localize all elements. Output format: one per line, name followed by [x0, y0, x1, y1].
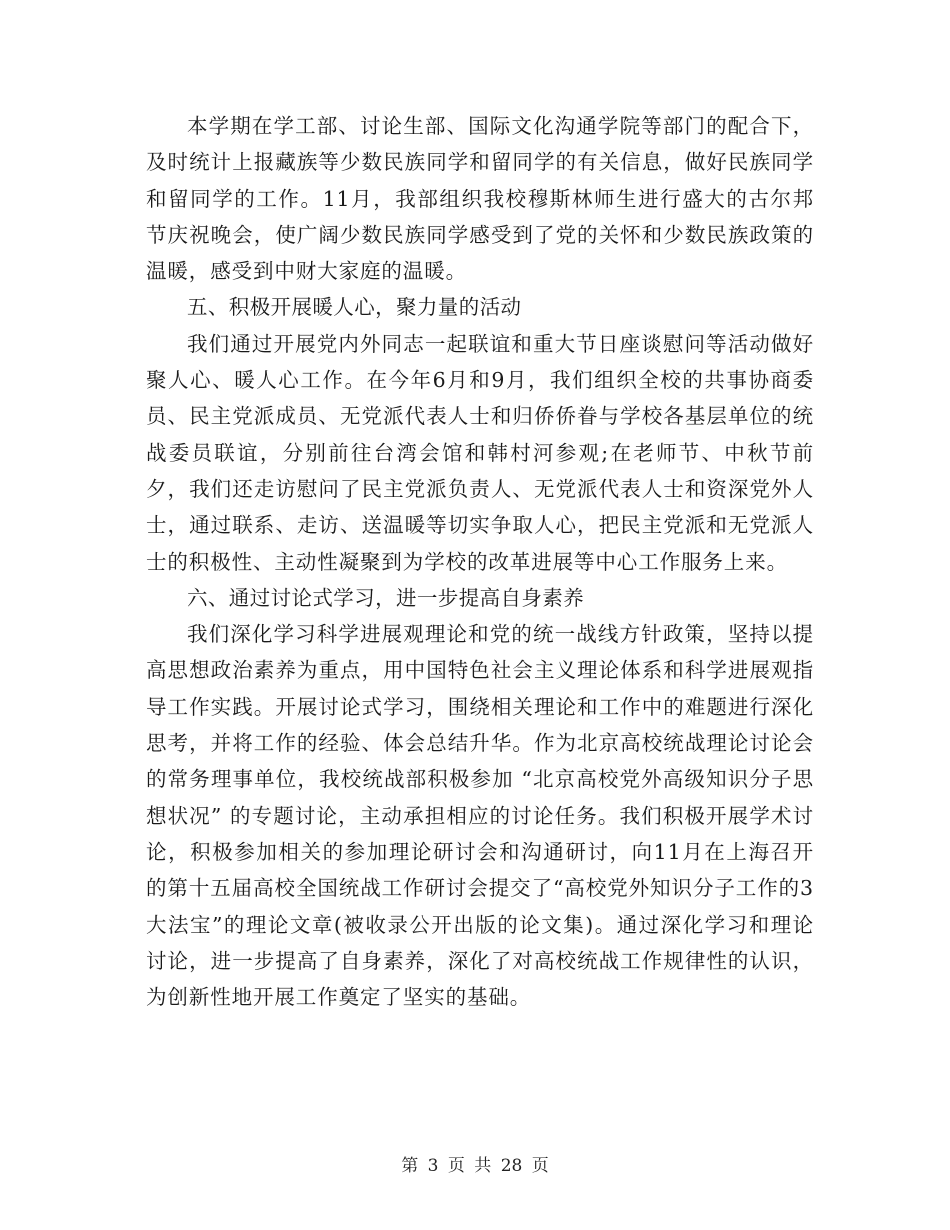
page-number-footer: 第 3 页 共 28 页 [401, 1156, 549, 1176]
document-body [146, 108, 814, 1015]
paragraph-outreach-activities: 我们通过开展党内外同志一起联谊和重大节日座谈慰问等活动做好聚人心、暖人心工作。在今年6月和9月，我们组织全校的共事协商委员、民主党派成员、无党派代表人士和归侨侨眷与学校各基层单位的统战委员联谊，分别前往台湾会馆和韩村河参观;在老师节、中秋节前夕，我们还走访慰问了民主党派负责人、无党派代表人士和资深党外人士，通过联系、走访、送温暖等切实争取人心，把民主党派和无党派人士的积极性、主动性凝聚到为学校的改革进展等中心工作服务上来。 [146, 331, 814, 574]
section-heading-6: 六、通过讨论式学习，进一步提高自身素养 [187, 585, 585, 610]
section-heading-5: 五、积极开展暖人心，聚力量的活动 [187, 295, 522, 320]
paragraph-study-discussion: 我们深化学习科学进展观理论和党的统一战线方针政策，坚持以提高思想政治素养为重点，用中国特色社会主义理论体系和科学进展观指导工作实践。开展讨论式学习，围绕相关理论和工作中的难题进行深化思考，并将工作的经验、体会总结升华。作为北京高校统战理论讨论会的常务理事单位，我校统战部积极参加 “北京高校党外高级知识分子思想状况” 的专题讨论，主动承担相应的讨论任务。我们积极开展学术讨论，积极参加相关的参加理论研讨会和沟通研讨，向11月在上海召开的第十五届高校全国统战工作研讨会提交了“高校党外知识分子工作的3大法宝”的理论文章(被收录公开出版的论文集)。通过深化学习和理论讨论，进一步提高了自身素养，深化了对高校统战工作规律性的认识，为创新性地开展工作奠定了坚实的基础。 [146, 622, 814, 1010]
paragraph-ethnic-students: 本学期在学工部、讨论生部、国际文化沟通学院等部门的配合下，及时统计上报藏族等少数民族同学和留同学的有关信息，做好民族同学和留同学的工作。11月，我部组织我校穆斯林师生进行盛大的古尔邦节庆祝晚会，使广阔少数民族同学感受到了党的关怀和少数民族政策的温暖，感受到中财大家庭的温暖。 [146, 114, 814, 284]
